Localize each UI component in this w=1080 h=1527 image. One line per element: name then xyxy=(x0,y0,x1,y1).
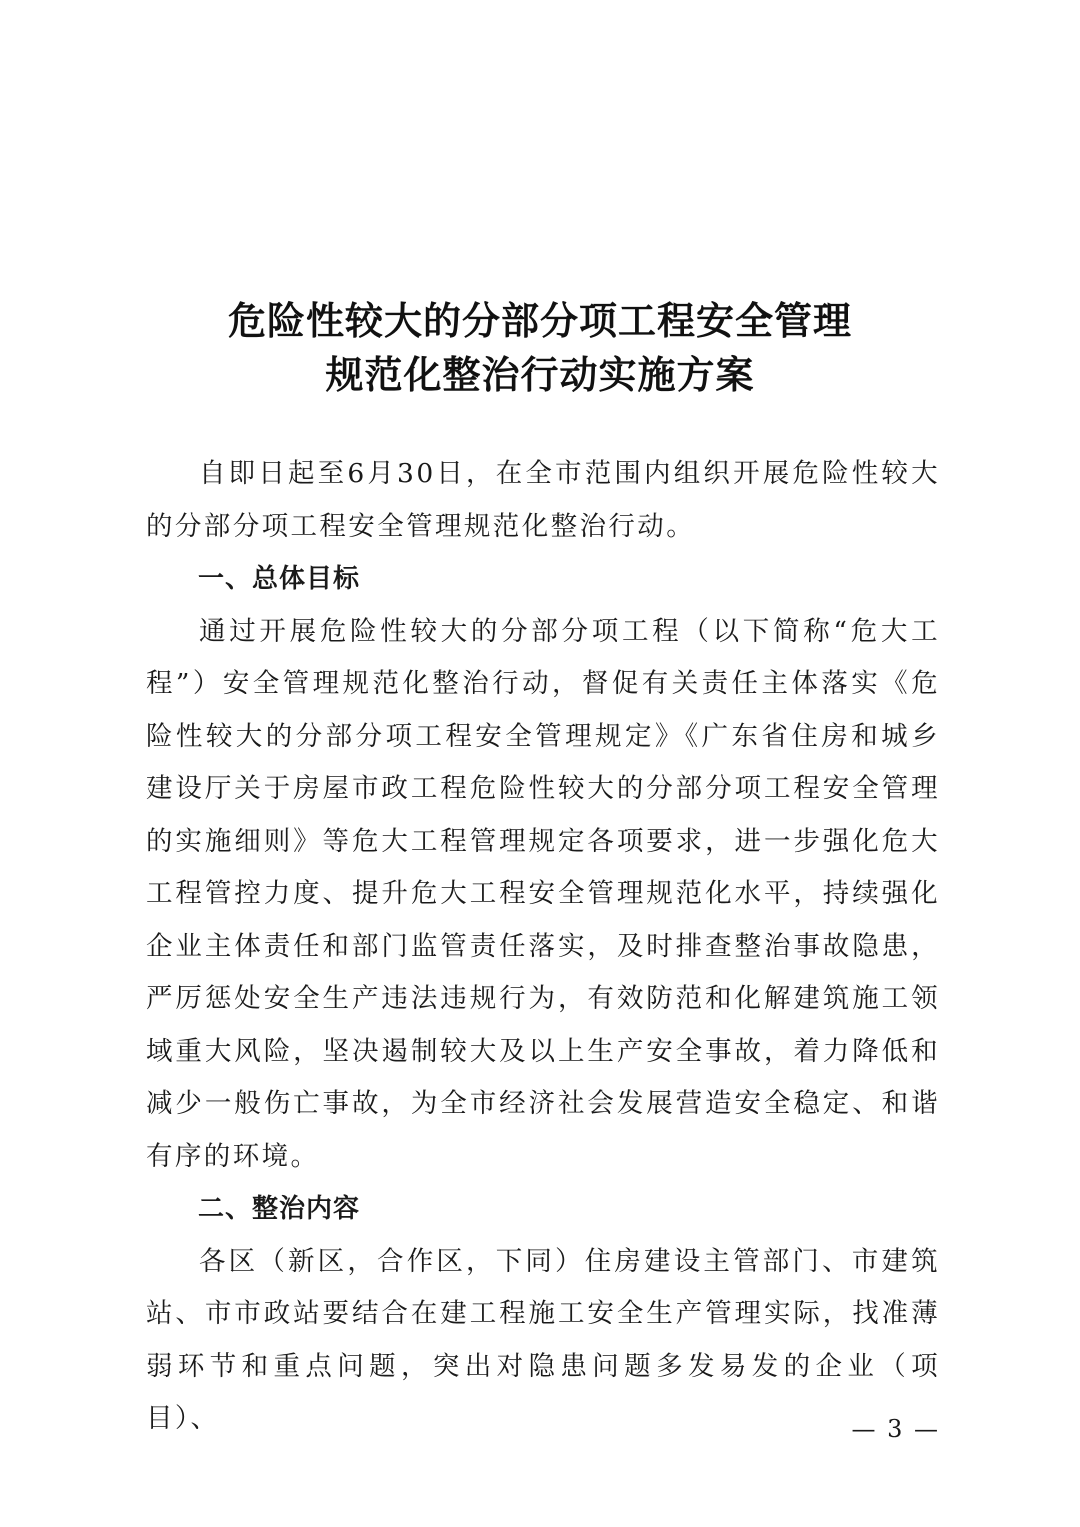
section-2-heading: 二、整治内容 xyxy=(198,1194,361,1224)
intro-paragraph: 自即日起至6月30日，在全市范围内组织开展危险性较大的分部分项工程安全管理规范化整治行动。 xyxy=(146,458,940,542)
document-body xyxy=(146,448,940,1446)
document-title-line-1: 危险性较大的分部分项工程安全管理 xyxy=(227,298,852,343)
section-2-paragraph: 各区（新区，合作区，下同）住房建设主管部门、市建筑站、市市政站要结合在建工程施工安全生产管理实际，找准薄弱环节和重点问题，突出对隐患问题多发易发的企业（项目）、 xyxy=(146,1245,940,1434)
page-number: — 3 — xyxy=(851,1415,940,1443)
section-1-paragraph: 通过开展危险性较大的分部分项工程（以下简称“危大工程”）安全管理规范化整治行动，督促有关责任主体落实《危险性较大的分部分项工程安全管理规定》《广东省住房和城乡建设厅关于房屋市政工程危险性较大的分部分项工程安全管理的实施细则》等危大工程管理规定各项要求，进一步强化危大工程管控力度、提升危大工程安全管理规范化水平，持续强化企业主体责任和部门监管责任落实，及时排查整治事故隐患，严厉惩处安全生产违法违规行为，有效防范和化解建筑施工领域重大风险，坚决遏制较大及以上生产安全事故，着力降低和减少一般伤亡事故，为全市经济社会发展营造安全稳定、和谐有序的环境。 xyxy=(146,615,940,1172)
section-1-heading: 一、总体目标 xyxy=(198,564,361,594)
document-title-line-2: 规范化整治行动实施方案 xyxy=(325,352,755,397)
